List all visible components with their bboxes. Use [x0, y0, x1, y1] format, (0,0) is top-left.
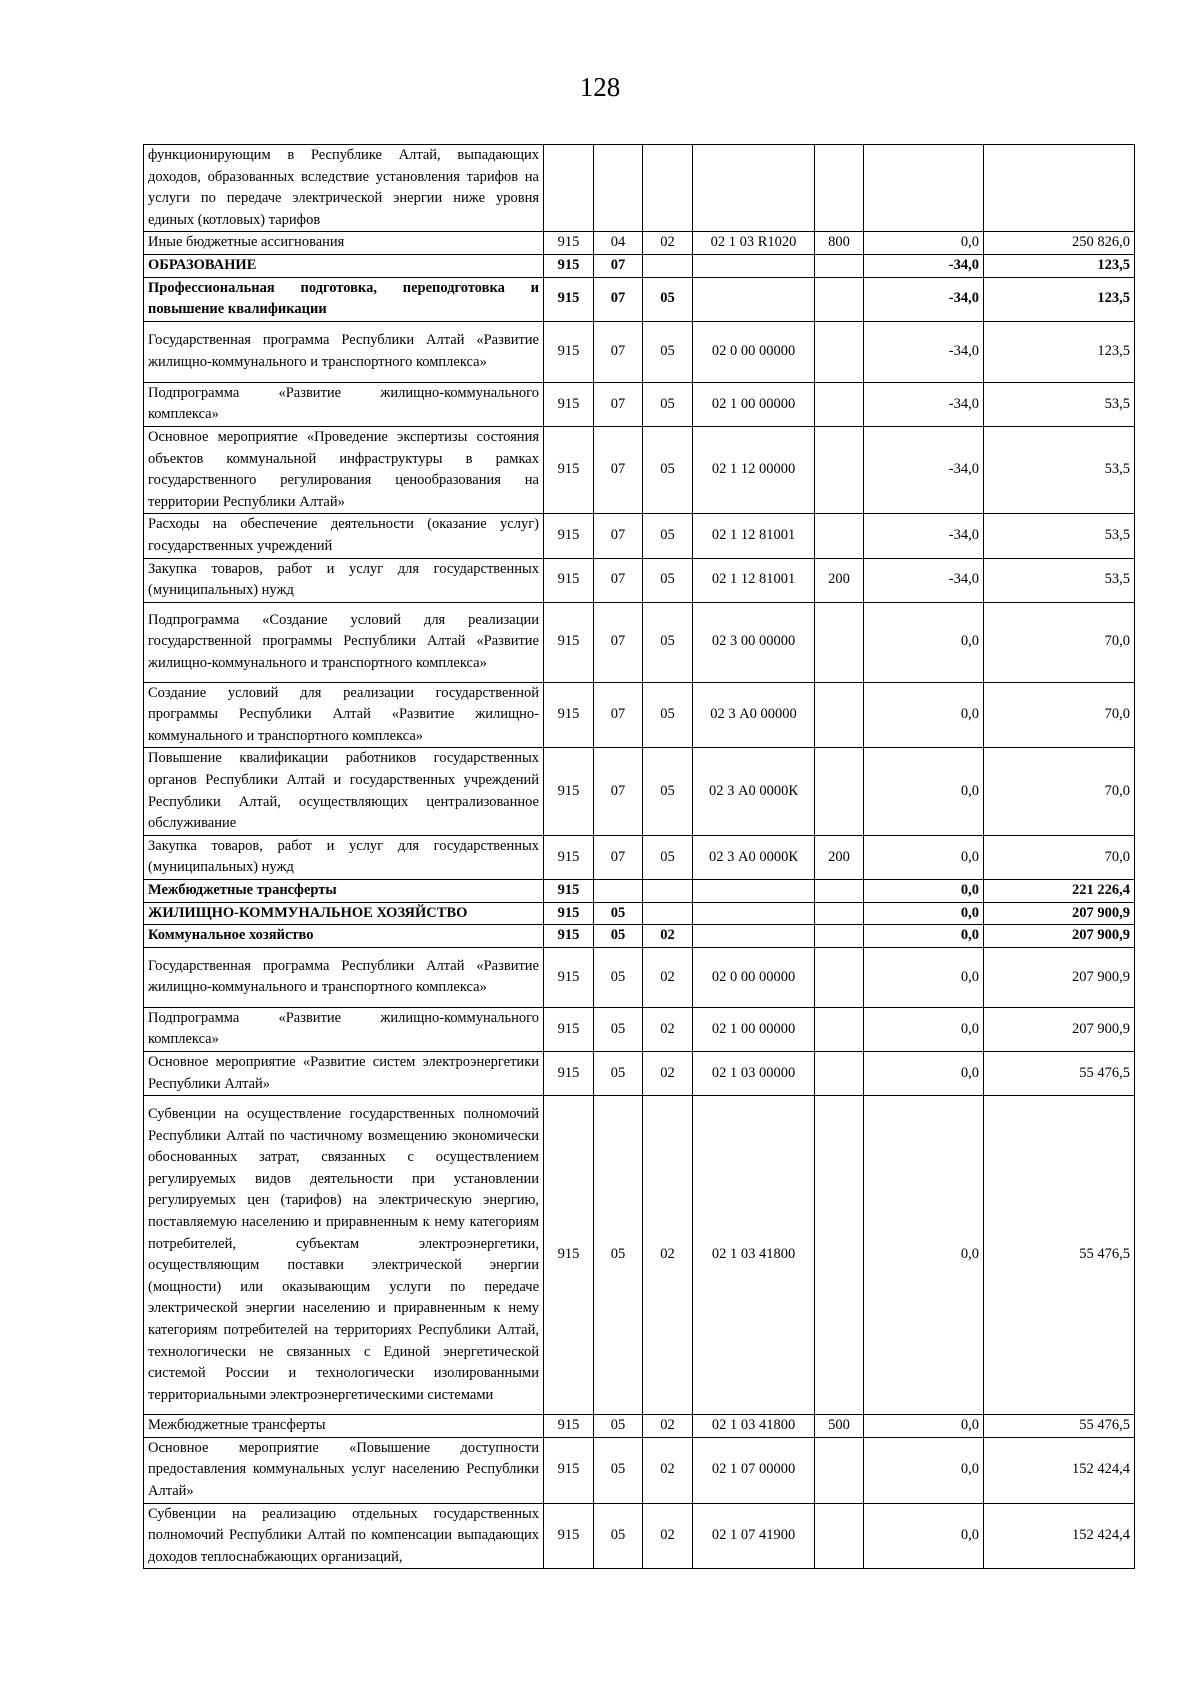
- table-row: [144, 1503, 1135, 1569]
- cell-pr: 02: [643, 1052, 693, 1096]
- cell-rz: 07: [594, 682, 643, 748]
- cell-rz: 05: [594, 1007, 643, 1051]
- cell-sum2: 70,0: [984, 748, 1135, 835]
- cell-vr: [815, 1096, 864, 1415]
- cell-ved: 915: [544, 925, 594, 948]
- cell-pr: 05: [643, 426, 693, 513]
- table-row: [144, 1007, 1135, 1051]
- cell-rz: 05: [594, 947, 643, 1007]
- cell-rz: 07: [594, 514, 643, 558]
- cell-rz: 07: [594, 558, 643, 602]
- cell-csr: [693, 145, 815, 232]
- cell-ved: 915: [544, 880, 594, 903]
- cell-rz: 05: [594, 1415, 643, 1438]
- table-row: [144, 835, 1135, 879]
- cell-sum1: 0,0: [864, 880, 984, 903]
- cell-sum1: 0,0: [864, 602, 984, 682]
- cell-sum2: 53,5: [984, 514, 1135, 558]
- cell-ved: 915: [544, 748, 594, 835]
- cell-csr: [693, 925, 815, 948]
- cell-sum1: [864, 145, 984, 232]
- cell-vr: [815, 1437, 864, 1503]
- cell-sum1: 0,0: [864, 682, 984, 748]
- cell-pr: 05: [643, 514, 693, 558]
- cell-sum1: 0,0: [864, 947, 984, 1007]
- cell-vr: [815, 925, 864, 948]
- cell-ved: 915: [544, 1096, 594, 1415]
- cell-vr: [815, 1052, 864, 1096]
- cell-sum1: 0,0: [864, 1052, 984, 1096]
- cell-sum1: -34,0: [864, 321, 984, 382]
- cell-sum2: 55 476,5: [984, 1096, 1135, 1415]
- cell-csr: 02 1 03 41800: [693, 1415, 815, 1438]
- cell-sum1: 0,0: [864, 1007, 984, 1051]
- cell-pr: 02: [643, 925, 693, 948]
- cell-pr: [643, 145, 693, 232]
- cell-rz: [594, 880, 643, 903]
- table-row: [144, 232, 1135, 255]
- cell-sum2: [984, 145, 1135, 232]
- cell-sum2: 207 900,9: [984, 947, 1135, 1007]
- cell-rz: 07: [594, 748, 643, 835]
- cell-pr: 05: [643, 748, 693, 835]
- cell-name: Межбюджетные трансферты: [144, 880, 544, 903]
- cell-pr: 05: [643, 382, 693, 426]
- cell-vr: [815, 1007, 864, 1051]
- table-row: [144, 426, 1135, 513]
- cell-ved: 915: [544, 382, 594, 426]
- cell-sum2: 70,0: [984, 602, 1135, 682]
- cell-vr: [815, 321, 864, 382]
- cell-sum2: 250 826,0: [984, 232, 1135, 255]
- table-body: [144, 145, 1135, 1569]
- cell-ved: 915: [544, 1503, 594, 1569]
- cell-csr: 02 3 00 00000: [693, 602, 815, 682]
- cell-sum1: -34,0: [864, 254, 984, 277]
- table-row: [144, 1415, 1135, 1438]
- cell-ved: 915: [544, 1052, 594, 1096]
- cell-rz: 05: [594, 902, 643, 925]
- cell-vr: [815, 682, 864, 748]
- cell-ved: 915: [544, 902, 594, 925]
- cell-ved: 915: [544, 277, 594, 321]
- cell-vr: 200: [815, 558, 864, 602]
- cell-sum2: 221 226,4: [984, 880, 1135, 903]
- cell-ved: 915: [544, 1437, 594, 1503]
- cell-name: Подпрограмма «Развитие жилищно-коммунального комплекса»: [144, 1007, 544, 1051]
- cell-rz: 07: [594, 835, 643, 879]
- cell-name: Подпрограмма «Создание условий для реализации государственной программы Республики Алтай «Развитие жилищно-коммунального и транспортного комплекса»: [144, 602, 544, 682]
- cell-name: Коммунальное хозяйство: [144, 925, 544, 948]
- cell-name: ОБРАЗОВАНИЕ: [144, 254, 544, 277]
- cell-vr: [815, 426, 864, 513]
- budget-table: [143, 144, 1135, 1569]
- cell-ved: 915: [544, 602, 594, 682]
- cell-name: Подпрограмма «Развитие жилищно-коммунального комплекса»: [144, 382, 544, 426]
- table-row: [144, 1052, 1135, 1096]
- table-row: [144, 382, 1135, 426]
- cell-vr: [815, 145, 864, 232]
- cell-name: Государственная программа Республики Алтай «Развитие жилищно-коммунального и транспортного комплекса»: [144, 947, 544, 1007]
- cell-sum2: 123,5: [984, 321, 1135, 382]
- cell-name: Основное мероприятие «Развитие систем электроэнергетики Республики Алтай»: [144, 1052, 544, 1096]
- cell-ved: 915: [544, 558, 594, 602]
- cell-name: Профессиональная подготовка, переподготовка и повышение квалификации: [144, 277, 544, 321]
- cell-name: Основное мероприятие «Проведение экспертизы состояния объектов коммунальной инфраструктуры в рамках государственного регулирования ценообразования на территории Республики Алтай»: [144, 426, 544, 513]
- cell-name: Создание условий для реализации государственной программы Республики Алтай «Развитие жилищно-коммунального и транспортного комплекса»: [144, 682, 544, 748]
- cell-pr: 05: [643, 682, 693, 748]
- cell-csr: [693, 277, 815, 321]
- cell-sum2: 123,5: [984, 277, 1135, 321]
- table-row: [144, 902, 1135, 925]
- cell-sum1: -34,0: [864, 426, 984, 513]
- cell-sum2: 207 900,9: [984, 1007, 1135, 1051]
- cell-pr: 02: [643, 1007, 693, 1051]
- cell-vr: 200: [815, 835, 864, 879]
- cell-name: Межбюджетные трансферты: [144, 1415, 544, 1438]
- cell-csr: 02 1 00 00000: [693, 382, 815, 426]
- cell-rz: 07: [594, 426, 643, 513]
- cell-vr: [815, 947, 864, 1007]
- cell-csr: 02 1 00 00000: [693, 1007, 815, 1051]
- cell-vr: [815, 277, 864, 321]
- cell-name: Расходы на обеспечение деятельности (оказание услуг) государственных учреждений: [144, 514, 544, 558]
- cell-ved: [544, 145, 594, 232]
- table-row: [144, 1096, 1135, 1415]
- cell-csr: 02 1 03 41800: [693, 1096, 815, 1415]
- cell-sum1: 0,0: [864, 835, 984, 879]
- cell-csr: 02 1 03 R1020: [693, 232, 815, 255]
- cell-ved: 915: [544, 1415, 594, 1438]
- cell-sum2: 152 424,4: [984, 1503, 1135, 1569]
- table-row: [144, 602, 1135, 682]
- cell-sum2: 70,0: [984, 835, 1135, 879]
- cell-pr: 02: [643, 947, 693, 1007]
- cell-pr: 05: [643, 558, 693, 602]
- cell-ved: 915: [544, 682, 594, 748]
- cell-csr: [693, 902, 815, 925]
- cell-sum1: 0,0: [864, 1437, 984, 1503]
- page-number: 128: [579, 72, 621, 102]
- cell-sum2: 53,5: [984, 558, 1135, 602]
- cell-pr: 02: [643, 232, 693, 255]
- cell-csr: 02 1 12 81001: [693, 514, 815, 558]
- cell-sum2: 207 900,9: [984, 902, 1135, 925]
- cell-vr: [815, 254, 864, 277]
- cell-ved: 915: [544, 321, 594, 382]
- cell-rz: 07: [594, 602, 643, 682]
- cell-name: Закупка товаров, работ и услуг для государственных (муниципальных) нужд: [144, 835, 544, 879]
- cell-sum1: -34,0: [864, 277, 984, 321]
- cell-sum1: 0,0: [864, 1415, 984, 1438]
- cell-name: Субвенции на осуществление государственных полномочий Республики Алтай по частичному возмещению экономически обоснованных затрат, связанных с осуществлением регулируемых видов деятельности при установлении регулируемых цен (тарифов) на электрическую энергию, поставляемую населению и приравненным к нему категориям потребителей, субъектам электроэнергетики, осуществляющим поставки электрической энергии (мощности) или оказывающим услуги по передаче электрической энергии населению и приравненным к нему категориям потребителей на территориях Республики Алтай, технологически не связанных с Единой энергетической системой России и технологически изолированными территориальными электроэнергетическими системами: [144, 1096, 544, 1415]
- table-row: [144, 682, 1135, 748]
- cell-rz: [594, 145, 643, 232]
- cell-sum1: -34,0: [864, 558, 984, 602]
- cell-name: Основное мероприятие «Повышение доступности предоставления коммунальных услуг населению Республики Алтай»: [144, 1437, 544, 1503]
- table-row: [144, 321, 1135, 382]
- cell-ved: 915: [544, 426, 594, 513]
- cell-vr: 500: [815, 1415, 864, 1438]
- cell-vr: [815, 880, 864, 903]
- cell-csr: 02 1 07 00000: [693, 1437, 815, 1503]
- cell-vr: [815, 748, 864, 835]
- cell-csr: 02 1 03 00000: [693, 1052, 815, 1096]
- table-row: [144, 925, 1135, 948]
- cell-csr: [693, 880, 815, 903]
- cell-ved: 915: [544, 514, 594, 558]
- cell-pr: 02: [643, 1503, 693, 1569]
- cell-csr: 02 1 07 41900: [693, 1503, 815, 1569]
- table-row: [144, 748, 1135, 835]
- cell-rz: 05: [594, 1503, 643, 1569]
- cell-vr: [815, 382, 864, 426]
- table-row: [144, 514, 1135, 558]
- cell-pr: 05: [643, 835, 693, 879]
- cell-csr: 02 0 00 00000: [693, 947, 815, 1007]
- cell-name: функционирующим в Республике Алтай, выпадающих доходов, образованных вследствие установления тарифов на услуги по передаче электрической энергии ниже уровня единых (котловых) тарифов: [144, 145, 544, 232]
- cell-sum1: 0,0: [864, 1503, 984, 1569]
- cell-rz: 05: [594, 1052, 643, 1096]
- cell-rz: 07: [594, 382, 643, 426]
- cell-sum1: 0,0: [864, 1096, 984, 1415]
- cell-sum1: -34,0: [864, 514, 984, 558]
- cell-rz: 05: [594, 925, 643, 948]
- cell-name: Государственная программа Республики Алтай «Развитие жилищно-коммунального и транспортного комплекса»: [144, 321, 544, 382]
- cell-sum2: 53,5: [984, 426, 1135, 513]
- cell-sum1: 0,0: [864, 902, 984, 925]
- cell-sum2: 53,5: [984, 382, 1135, 426]
- cell-name: ЖИЛИЩНО-КОММУНАЛЬНОЕ ХОЗЯЙСТВО: [144, 902, 544, 925]
- cell-vr: [815, 1503, 864, 1569]
- cell-vr: 800: [815, 232, 864, 255]
- cell-ved: 915: [544, 947, 594, 1007]
- cell-sum2: 55 476,5: [984, 1052, 1135, 1096]
- cell-csr: 02 1 12 00000: [693, 426, 815, 513]
- cell-vr: [815, 602, 864, 682]
- cell-name: Субвенции на реализацию отдельных государственных полномочий Республики Алтай по компенсации выпадающих доходов теплоснабжающих организаций,: [144, 1503, 544, 1569]
- cell-sum1: 0,0: [864, 925, 984, 948]
- cell-pr: 05: [643, 602, 693, 682]
- cell-sum2: 123,5: [984, 254, 1135, 277]
- cell-ved: 915: [544, 232, 594, 255]
- table-row: [144, 277, 1135, 321]
- cell-pr: [643, 902, 693, 925]
- cell-csr: [693, 254, 815, 277]
- cell-sum1: -34,0: [864, 382, 984, 426]
- cell-vr: [815, 514, 864, 558]
- cell-csr: 02 3 А0 0000К: [693, 835, 815, 879]
- cell-rz: 07: [594, 277, 643, 321]
- cell-sum1: 0,0: [864, 748, 984, 835]
- cell-pr: 02: [643, 1415, 693, 1438]
- cell-rz: 05: [594, 1096, 643, 1415]
- cell-name: Иные бюджетные ассигнования: [144, 232, 544, 255]
- cell-pr: 02: [643, 1096, 693, 1415]
- table-row: [144, 558, 1135, 602]
- table-row: [144, 1437, 1135, 1503]
- cell-pr: 02: [643, 1437, 693, 1503]
- cell-rz: 05: [594, 1437, 643, 1503]
- cell-pr: 05: [643, 321, 693, 382]
- cell-rz: 07: [594, 254, 643, 277]
- cell-ved: 915: [544, 254, 594, 277]
- table-row: [144, 947, 1135, 1007]
- cell-sum2: 70,0: [984, 682, 1135, 748]
- cell-sum2: 152 424,4: [984, 1437, 1135, 1503]
- cell-vr: [815, 902, 864, 925]
- table-row: [144, 145, 1135, 232]
- cell-csr: 02 0 00 00000: [693, 321, 815, 382]
- cell-csr: 02 3 А0 0000К: [693, 748, 815, 835]
- cell-name: Закупка товаров, работ и услуг для государственных (муниципальных) нужд: [144, 558, 544, 602]
- cell-sum1: 0,0: [864, 232, 984, 255]
- cell-rz: 07: [594, 321, 643, 382]
- cell-name: Повышение квалификации работников государственных органов Республики Алтай и государственных учреждений Республики Алтай, осуществляющих централизованное обслуживание: [144, 748, 544, 835]
- cell-pr: [643, 880, 693, 903]
- cell-csr: 02 3 А0 00000: [693, 682, 815, 748]
- cell-csr: 02 1 12 81001: [693, 558, 815, 602]
- cell-ved: 915: [544, 835, 594, 879]
- table-row: [144, 880, 1135, 903]
- cell-sum2: 207 900,9: [984, 925, 1135, 948]
- cell-pr: 05: [643, 277, 693, 321]
- cell-sum2: 55 476,5: [984, 1415, 1135, 1438]
- table-row: [144, 254, 1135, 277]
- cell-ved: 915: [544, 1007, 594, 1051]
- cell-rz: 04: [594, 232, 643, 255]
- cell-pr: [643, 254, 693, 277]
